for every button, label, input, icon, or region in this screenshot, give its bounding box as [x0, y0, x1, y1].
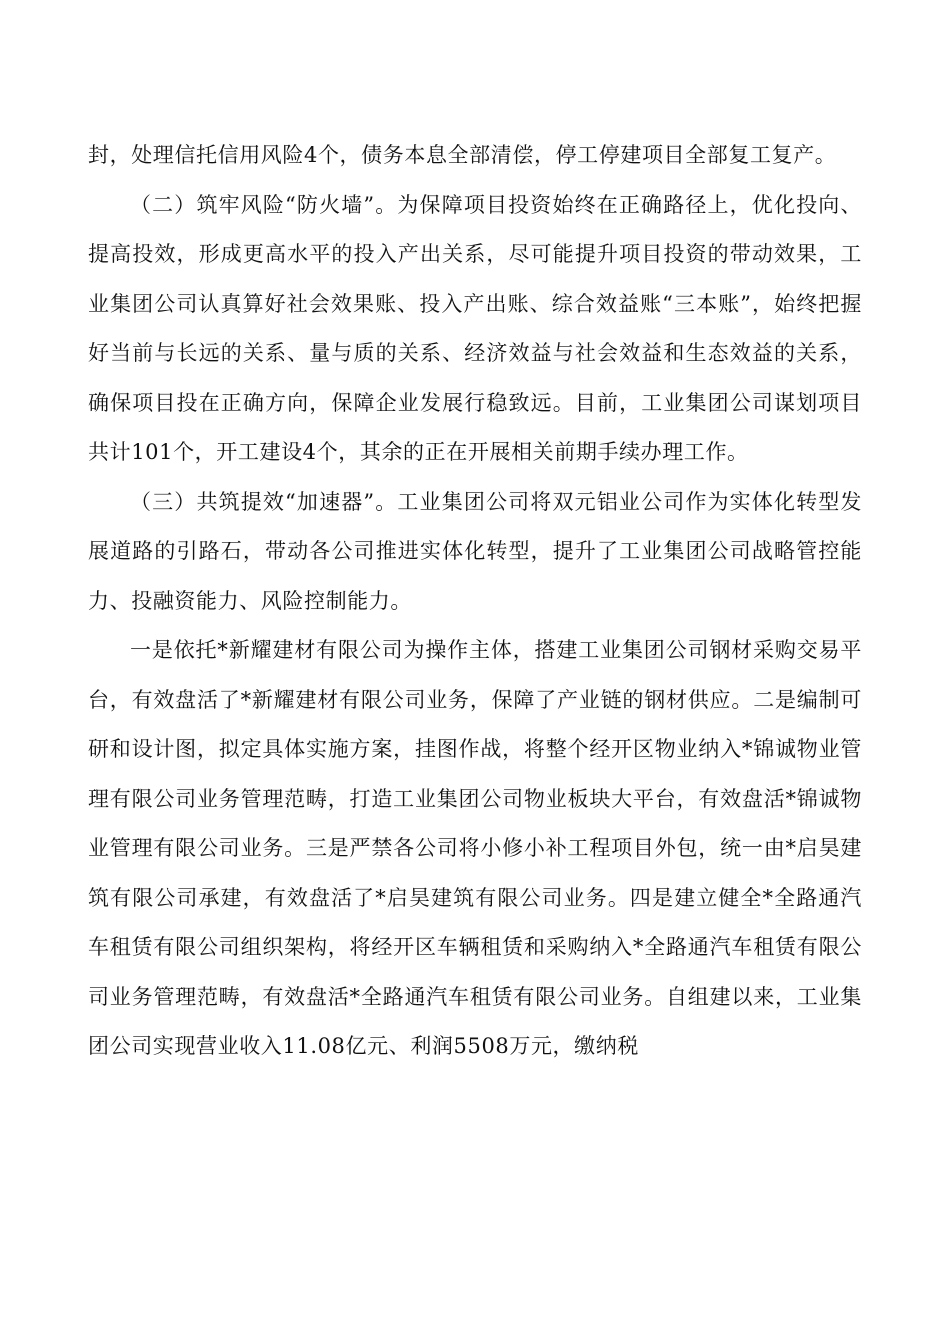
paragraph-section-two: （二）筑牢风险“防火墙”。为保障项目投资始终在正确路径上，优化投向、提高投效，形成更高水平的投入产出关系，尽可能提升项目投资的带动效果，工业集团公司认真算好社会效果账、投入产出账、综合效益账“三本账”，始终把握好当前与长远的关系、量与质的关系、经济效益与社会效益和生态效益的关系，确保项目投在正确方向，保障企业发展行稳致远。目前，工业集团公司谋划项目共计101个，开工建设4个，其余的正在开展相关前期手续办理工作。 — [88, 192, 862, 464]
paragraph-continuation: 封，处理信托信用风险4个，债务本息全部清偿，停工停建项目全部复工复产。 — [88, 143, 837, 167]
paragraph-measures: 一是依托*新耀建材有限公司为操作主体，搭建工业集团公司钢材采购交易平台，有效盘活了*新耀建材有限公司业务，保障了产业链的钢材供应。二是编制可研和设计图，拟定具体实施方案，挂图作战，将整个经开区物业纳入*锦诚物业管理有限公司业务管理范畴，打造工业集团公司物业板块大平台，有效盘活*锦诚物业管理有限公司业务。三是严禁各公司将小修小补工程项目外包，统一由*启昊建筑有限公司承建，有效盘活了*启昊建筑有限公司业务。四是建立健全*全路通汽车租赁有限公司组织架构，将经开区车辆租赁和采购纳入*全路通汽车租赁有限公司业务管理范畴，有效盘活*全路通汽车租赁有限公司业务。自组建以来，工业集团公司实现营业收入11.08亿元、利润5508万元，缴纳税 — [88, 638, 862, 1058]
paragraph-section-three: （三）共筑提效“加速器”。工业集团公司将双元铝业公司作为实体化转型发展道路的引路石，带动各公司推进实体化转型，提升了工业集团公司战略管控能力、投融资能力、风险控制能力。 — [88, 489, 862, 613]
document-body — [88, 131, 862, 1072]
